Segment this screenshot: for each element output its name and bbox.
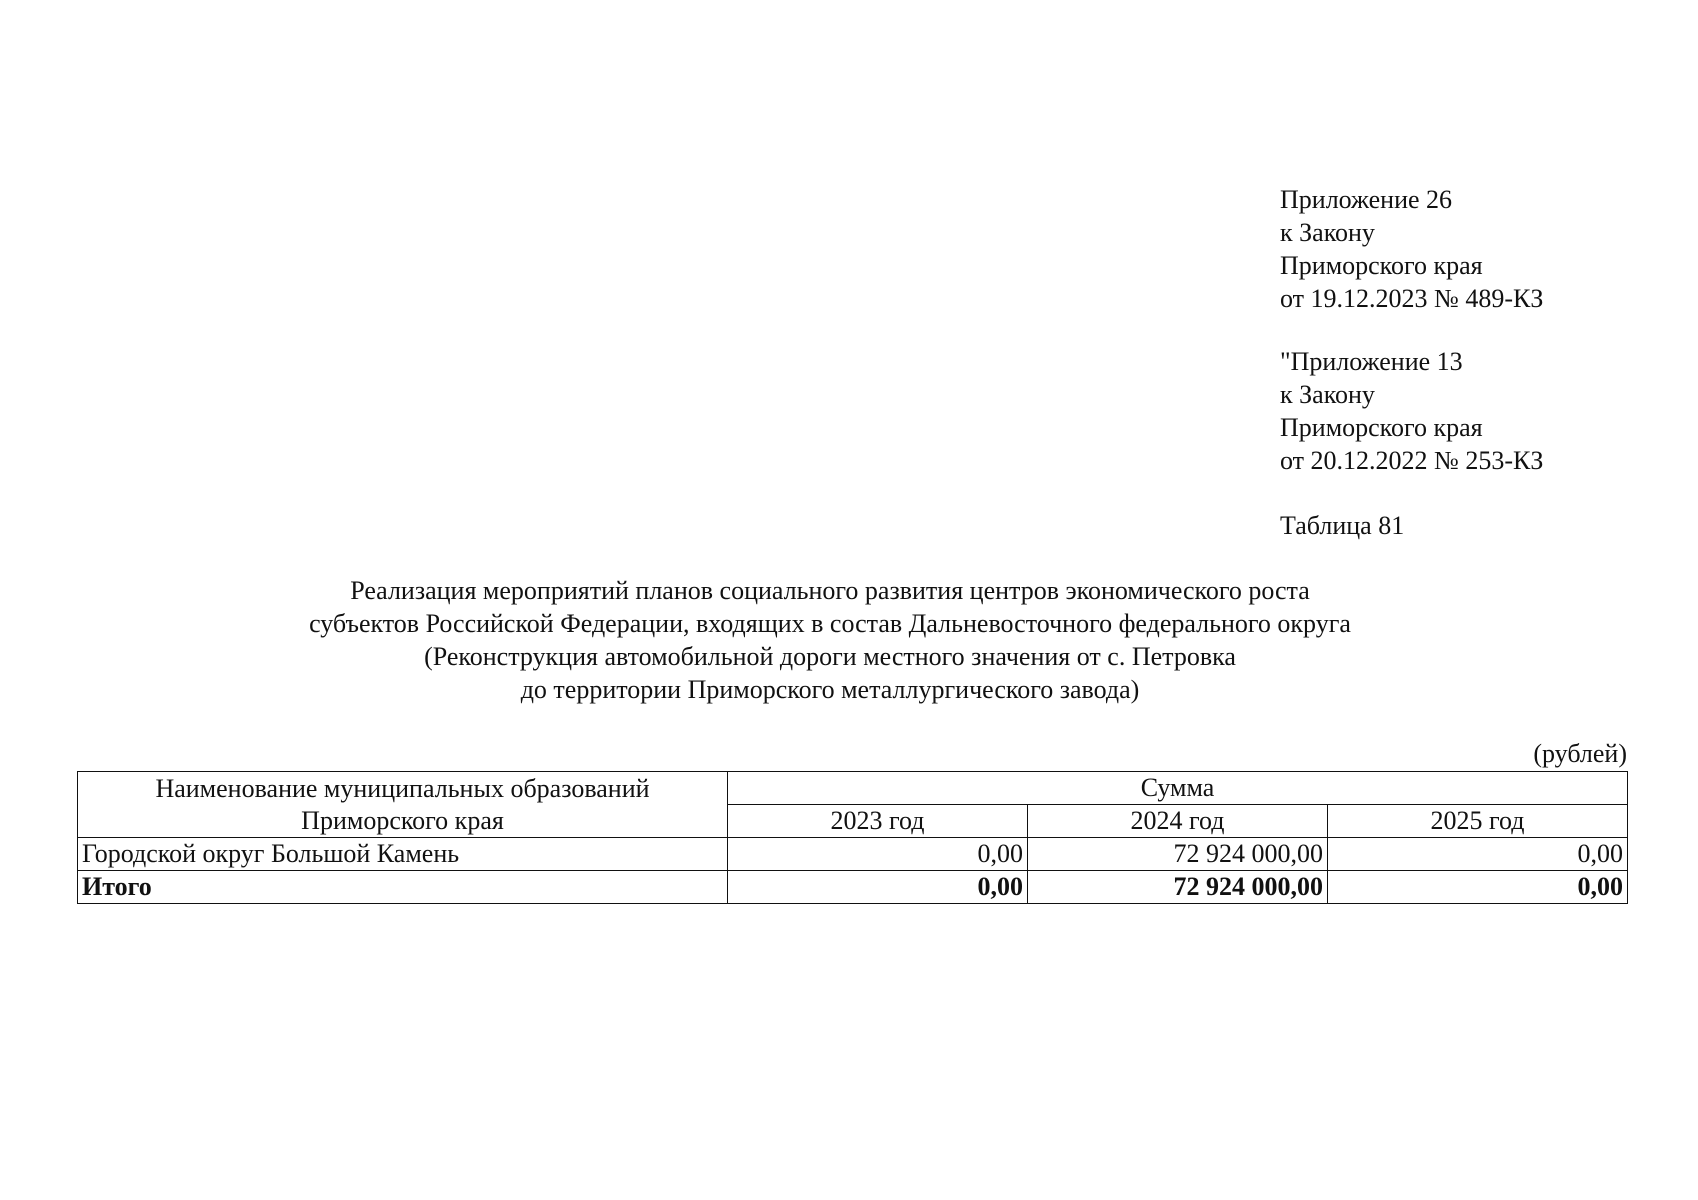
total-2023: 0,00 <box>728 871 1028 904</box>
previous-appendix-law-date: от 20.12.2022 № 253-КЗ <box>1280 446 1544 475</box>
appendix-region: Приморского края <box>1280 251 1483 280</box>
title-line: (Реконструкция автомобильной дороги местного значения от с. Петровка <box>424 642 1236 671</box>
document-title <box>200 574 1460 706</box>
total-label: Итого <box>78 871 728 904</box>
previous-appendix-law-label: к Закону <box>1280 380 1375 409</box>
year-2024-header: 2024 год <box>1028 805 1328 838</box>
total-2025: 0,00 <box>1328 871 1628 904</box>
sum-column-header: Сумма <box>728 772 1628 805</box>
previous-appendix-reference <box>1280 345 1543 477</box>
previous-appendix-number: "Приложение 13 <box>1280 347 1463 376</box>
total-row <box>78 871 1628 904</box>
amount-2025: 0,00 <box>1328 838 1628 871</box>
table-number: Таблица 81 <box>1280 511 1405 540</box>
appendix-reference <box>1280 183 1543 315</box>
title-line: Реализация мероприятий планов социального развития центров экономического роста <box>350 576 1310 605</box>
title-line: до территории Приморского металлургического завода) <box>520 675 1140 704</box>
year-2025-header: 2025 год <box>1328 805 1628 838</box>
municipality-name: Городской округ Большой Камень <box>78 838 728 871</box>
year-2023-header: 2023 год <box>728 805 1028 838</box>
currency-units: (рублей) <box>1533 739 1627 768</box>
table-header-row <box>78 772 1628 805</box>
total-2024: 72 924 000,00 <box>1028 871 1328 904</box>
appendix-law-label: к Закону <box>1280 218 1375 247</box>
previous-appendix-region: Приморского края <box>1280 413 1483 442</box>
amount-2024: 72 924 000,00 <box>1028 838 1328 871</box>
header-line: Приморского края <box>301 805 504 835</box>
budget-table <box>77 771 1628 904</box>
municipality-column-header <box>78 772 728 838</box>
title-line: субъектов Российской Федерации, входящих в состав Дальневосточного федерального округа <box>309 609 1351 638</box>
table-row <box>78 838 1628 871</box>
appendix-law-date: от 19.12.2023 № 489-КЗ <box>1280 284 1544 313</box>
appendix-number: Приложение 26 <box>1280 185 1453 214</box>
amount-2023: 0,00 <box>728 838 1028 871</box>
header-line: Наименование муниципальных образований <box>155 773 650 803</box>
